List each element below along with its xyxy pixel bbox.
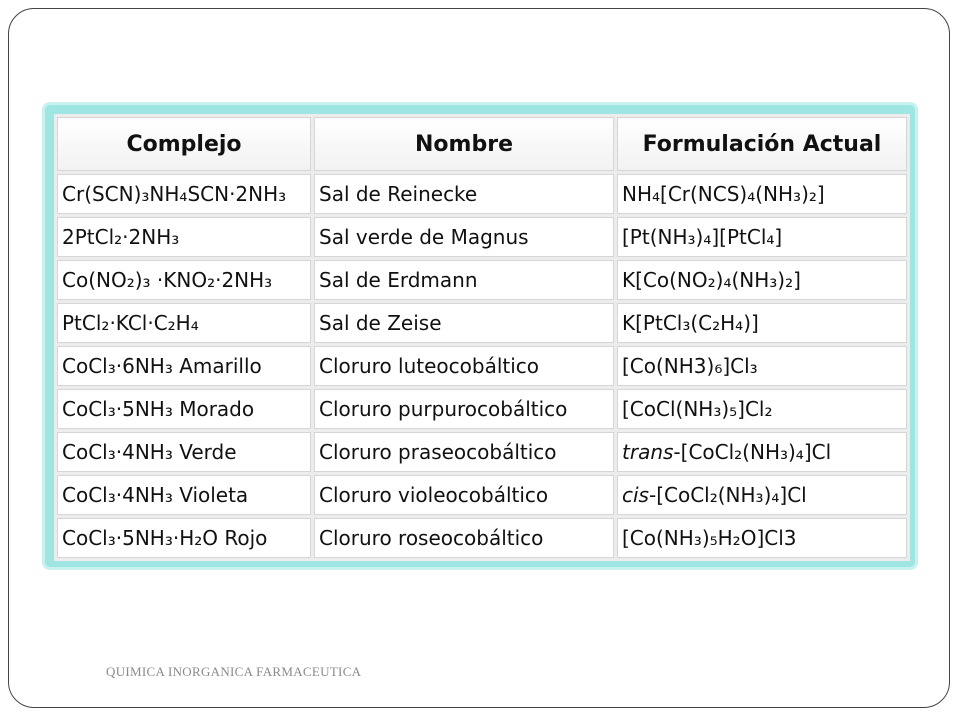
cell-complejo: Cr(SCN)₃NH₄SCN·2NH₃ (57, 174, 311, 214)
cell-complejo: CoCl₃·4NH₃ Violeta (57, 475, 311, 515)
cell-formulacion: K[PtCl₃(C₂H₄)] (617, 303, 907, 343)
cell-complejo: CoCl₃·4NH₃ Verde (57, 432, 311, 472)
table-row (57, 217, 907, 257)
cell-formulacion: K[Co(NO₂)₄(NH₃)₂] (617, 260, 907, 300)
table-row (57, 518, 907, 558)
cell-complejo: CoCl₃·5NH₃·H₂O Rojo (57, 518, 311, 558)
cell-nombre: Sal de Zeise (314, 303, 614, 343)
cell-nombre: Sal de Reinecke (314, 174, 614, 214)
table-row (57, 260, 907, 300)
footer-course-title: QUIMICA INORGANICA FARMACEUTICA (106, 664, 362, 679)
table-row (57, 303, 907, 343)
cell-formulacion: [Co(NH3)₆]Cl₃ (617, 346, 907, 386)
cell-complejo: 2PtCl₂·2NH₃ (57, 217, 311, 257)
cell-formulacion: cis-[CoCl₂(NH₃)₄]Cl (617, 475, 907, 515)
table-row (57, 346, 907, 386)
cell-nombre: Cloruro violeocobáltico (314, 475, 614, 515)
cell-nombre: Cloruro praseocobáltico (314, 432, 614, 472)
cell-complejo: PtCl₂·KCl·C₂H₄ (57, 303, 311, 343)
table-row (57, 389, 907, 429)
table-row (57, 475, 907, 515)
cell-formulacion: [Pt(NH₃)₄][PtCl₄] (617, 217, 907, 257)
table-card (42, 102, 918, 570)
cell-complejo: CoCl₃·6NH₃ Amarillo (57, 346, 311, 386)
cell-complejo: CoCl₃·5NH₃ Morado (57, 389, 311, 429)
cell-formulacion: trans-[CoCl₂(NH₃)₄]Cl (617, 432, 907, 472)
cell-formulacion: [CoCl(NH₃)₅]Cl₂ (617, 389, 907, 429)
cell-complejo: Co(NO₂)₃ ·KNO₂·2NH₃ (57, 260, 311, 300)
table-row (57, 432, 907, 472)
table-row (57, 174, 907, 214)
cell-nombre: Sal de Erdmann (314, 260, 614, 300)
cell-formulacion: NH₄[Cr(NCS)₄(NH₃)₂] (617, 174, 907, 214)
header-row (57, 117, 907, 171)
cell-formulacion: [Co(NH₃)₅H₂O]Cl3 (617, 518, 907, 558)
complexes-table (54, 114, 910, 561)
header-nombre: Nombre (314, 117, 614, 171)
cell-nombre: Cloruro roseocobáltico (314, 518, 614, 558)
cell-nombre: Sal verde de Magnus (314, 217, 614, 257)
header-formulacion-actual: Formulación Actual (617, 117, 907, 171)
header-complejo: Complejo (57, 117, 311, 171)
cell-nombre: Cloruro purpurocobáltico (314, 389, 614, 429)
cell-nombre: Cloruro luteocobáltico (314, 346, 614, 386)
